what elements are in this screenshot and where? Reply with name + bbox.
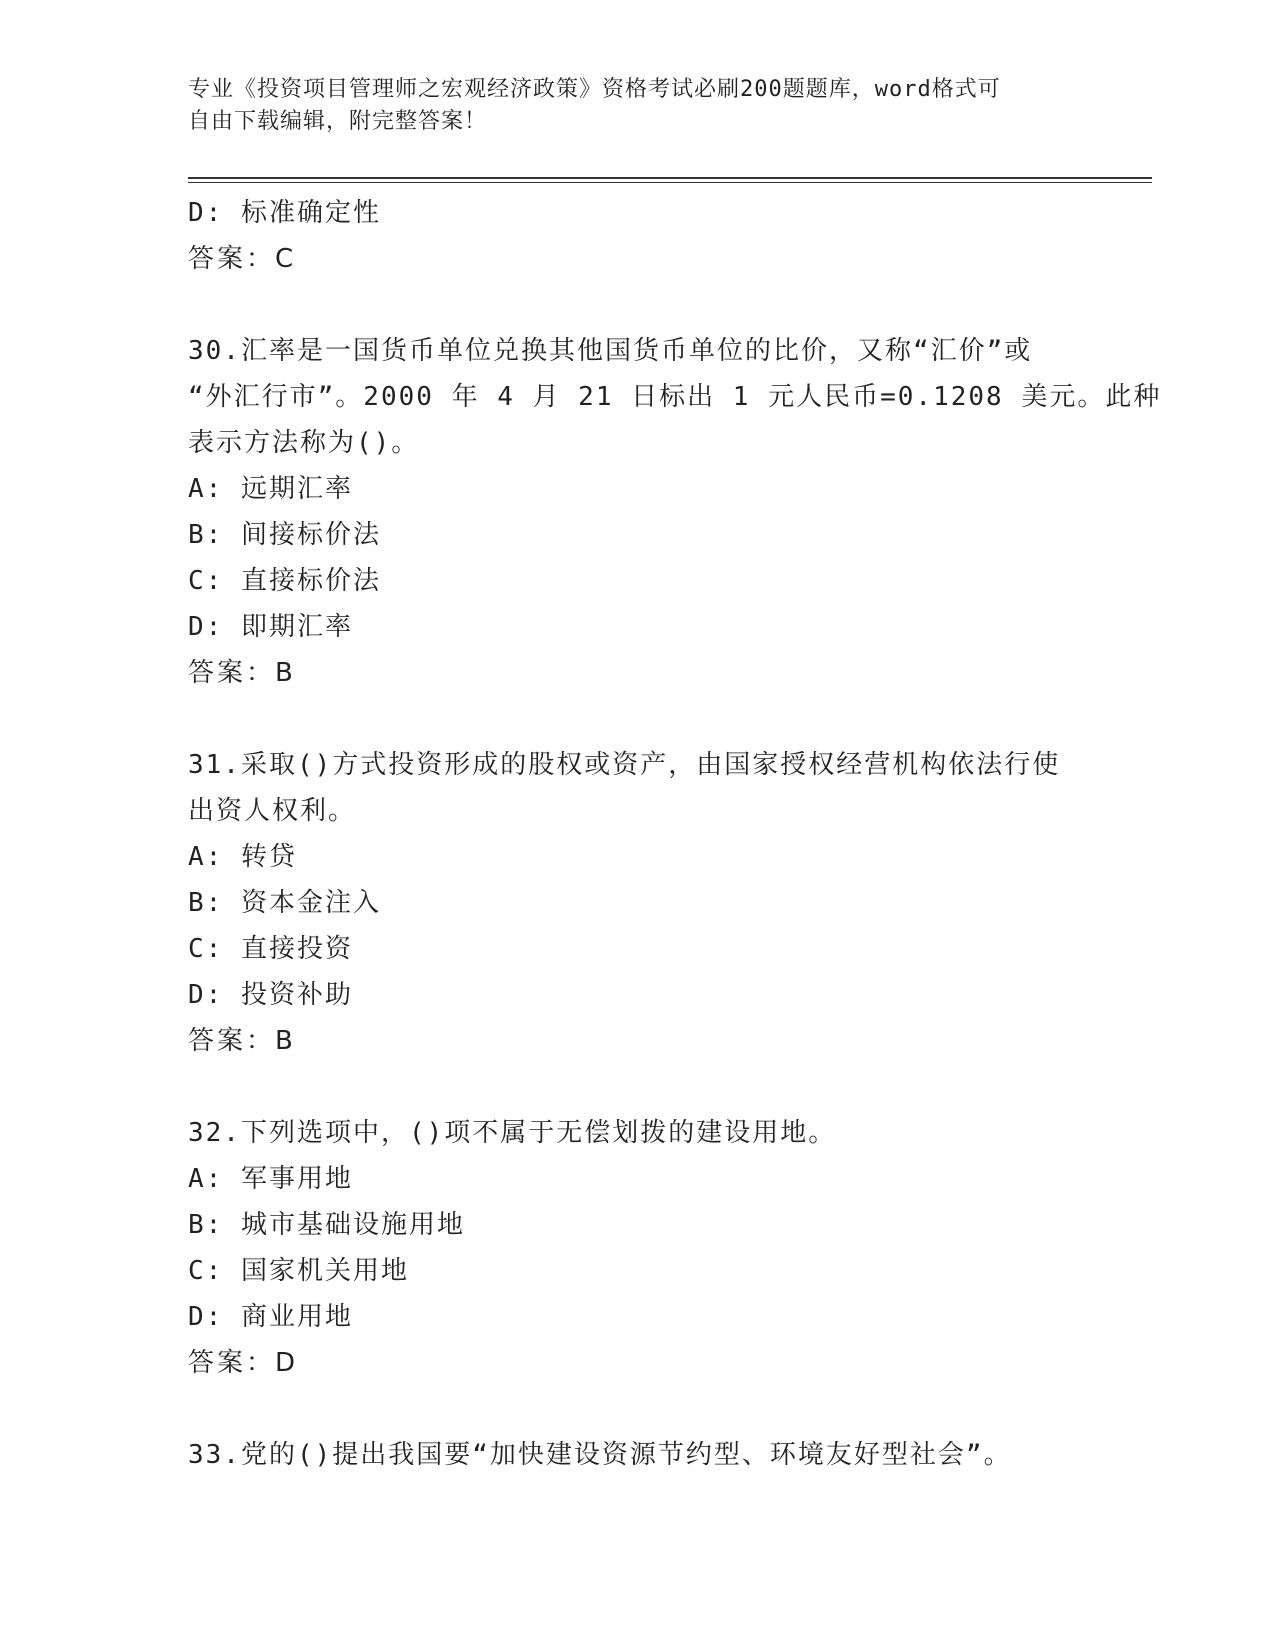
- option-b: B: 间接标价法: [188, 520, 381, 550]
- option-a: A: 转贷: [188, 842, 297, 872]
- spacer: [188, 696, 1088, 742]
- answer: 答案：B: [188, 658, 296, 688]
- option-d: D: 投资补助: [188, 980, 353, 1010]
- question-block-33: [188, 1432, 1088, 1478]
- header-line-2: 自由下载编辑，附完整答案！: [188, 109, 488, 134]
- question-stem-line: 出资人权利。: [188, 796, 357, 826]
- fragment-answer: 答案：C: [188, 244, 297, 274]
- option-d: D: 商业用地: [188, 1302, 353, 1332]
- option-a: A: 远期汇率: [188, 474, 353, 504]
- question-stem-line: 33.党的()提出我国要“加快建设资源节约型、环境友好型社会”。: [188, 1440, 1012, 1470]
- option-c: C: 直接投资: [188, 934, 353, 964]
- question-stem-line: 表示方法称为()。: [188, 428, 420, 458]
- question-block-31: [188, 742, 1088, 1064]
- question-block-32: [188, 1110, 1088, 1386]
- document-body: [188, 190, 1162, 1478]
- question-stem-line: “外汇行市”。2000 年 4 月 21 日标出 1 元人民币=0.1208 美元。此种: [188, 382, 1162, 412]
- option-b: B: 城市基础设施用地: [188, 1210, 465, 1240]
- spacer: [188, 282, 1088, 328]
- option-b: B: 资本金注入: [188, 888, 381, 918]
- spacer: [188, 1064, 1088, 1110]
- question-block-30: [188, 328, 1162, 696]
- question-stem-line: 31.采取()方式投资形成的股权或资产，由国家授权经营机构依法行使: [188, 750, 1061, 780]
- answer: 答案：B: [188, 1026, 296, 1056]
- question-stem-line: 30.汇率是一国货币单位兑换其他国货币单位的比价，又称“汇价”或: [188, 336, 1033, 366]
- header-line-1: 专业《投资项目管理师之宏观经济政策》资格考试必刷200题题库，word格式可: [188, 77, 1001, 102]
- option-c: C: 国家机关用地: [188, 1256, 409, 1286]
- question-stem-line: 32.下列选项中，()项不属于无偿划拨的建设用地。: [188, 1118, 837, 1148]
- option-d: D: 即期汇率: [188, 612, 353, 642]
- header-rule-thick: [188, 177, 1152, 179]
- spacer: [188, 1386, 1088, 1432]
- option-c: C: 直接标价法: [188, 566, 381, 596]
- page-header: [188, 74, 1088, 138]
- answer: 答案：D: [188, 1348, 299, 1378]
- option-a: A: 军事用地: [188, 1164, 353, 1194]
- fragment-option-d: D: 标准确定性: [188, 198, 381, 228]
- header-rule-thin: [188, 182, 1152, 183]
